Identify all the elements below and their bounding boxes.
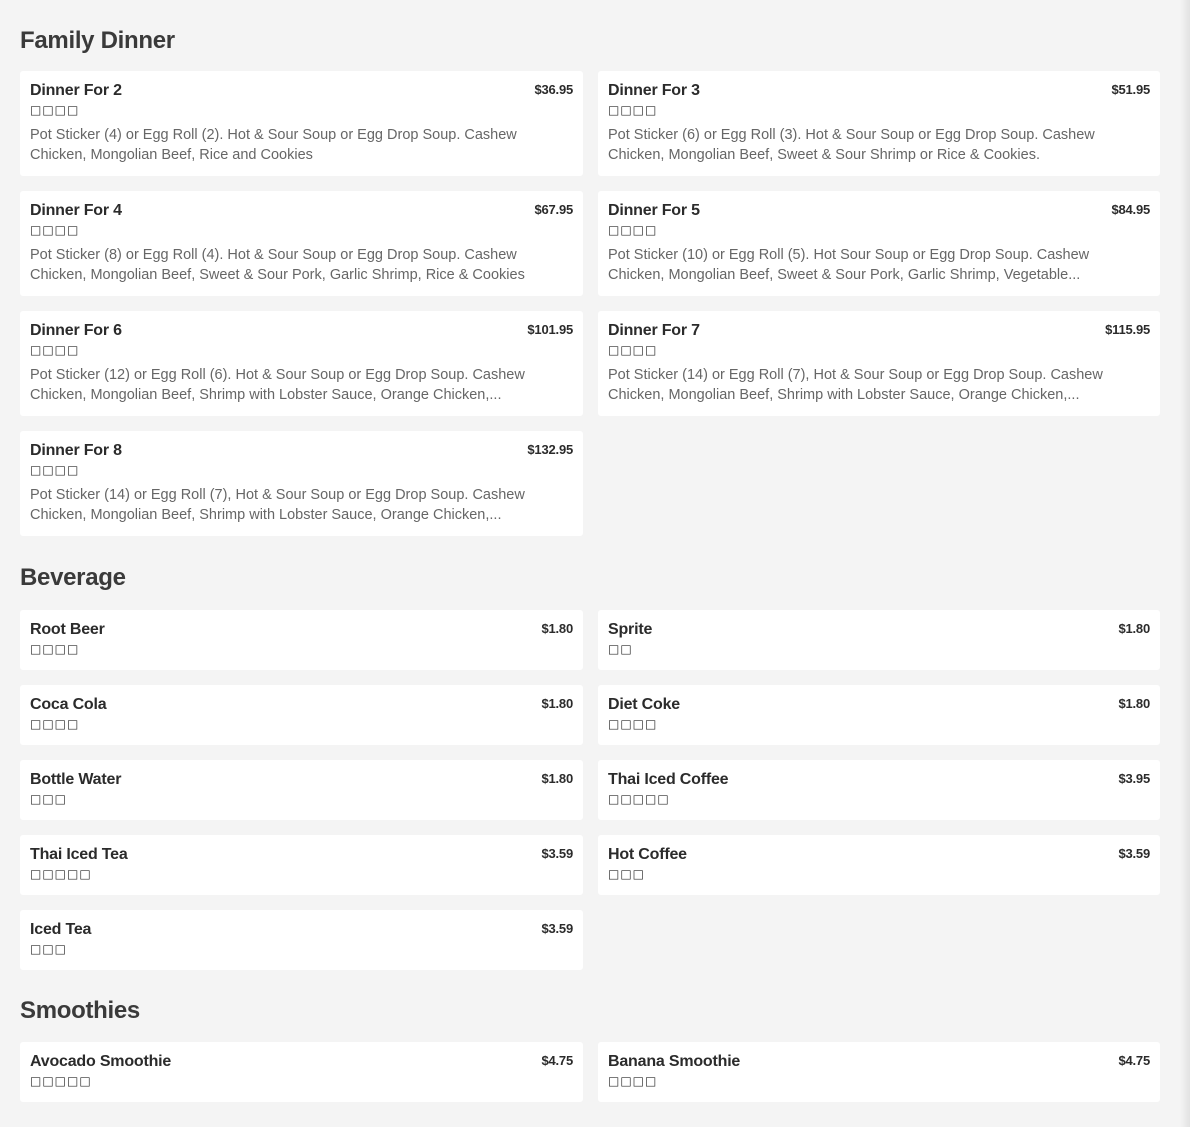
- item-price: $51.95: [1111, 82, 1150, 97]
- item-name: Avocado Smoothie: [30, 1053, 172, 1070]
- item-name: Root Beer: [30, 621, 105, 638]
- item-name: Sprite: [608, 621, 653, 638]
- menu-item-card[interactable]: [20, 311, 583, 416]
- item-chinese-name: □□□□: [608, 223, 658, 237]
- menu-item-card[interactable]: [598, 191, 1160, 296]
- item-name: Dinner For 4: [30, 202, 122, 219]
- item-price: $67.95: [534, 202, 573, 217]
- section-beverage: [20, 563, 1160, 970]
- item-chinese-name: □□□□: [608, 717, 658, 731]
- item-description: Pot Sticker (4) or Egg Roll (2). Hot & Sour Soup or Egg Drop Soup. Cashew Chicken, Mongolian Beef, Rice and Cookies: [30, 127, 517, 163]
- item-name: Coca Cola: [30, 696, 107, 713]
- item-chinese-name: □□□□: [608, 343, 658, 357]
- item-price: $4.75: [1118, 1053, 1150, 1068]
- item-chinese-name: □□□□: [30, 223, 80, 237]
- item-description: Pot Sticker (14) or Egg Roll (7), Hot & Sour Soup or Egg Drop Soup. Cashew Chicken, Mongolian Beef, Shrimp with Lobster Sauce, Orange Chicken,...: [30, 487, 525, 523]
- item-chinese-name: □□□□□: [30, 1074, 92, 1088]
- item-chinese-name: □□: [608, 642, 633, 656]
- item-chinese-name: □□□□□: [608, 792, 670, 806]
- item-name: Dinner For 5: [608, 202, 700, 219]
- section-title: Beverage: [20, 564, 126, 591]
- menu-item-card[interactable]: [598, 835, 1160, 895]
- item-price: $1.80: [541, 696, 573, 711]
- item-price: $132.95: [527, 442, 573, 457]
- item-chinese-name: □□□: [608, 867, 646, 881]
- item-description: Pot Sticker (8) or Egg Roll (4). Hot & Sour Soup or Egg Drop Soup. Cashew Chicken, Mongolian Beef, Sweet & Sour Pork, Garlic Shrimp, Rice & Cookies: [30, 247, 525, 283]
- item-price: $36.95: [534, 82, 573, 97]
- item-description: Pot Sticker (6) or Egg Roll (3). Hot & Sour Soup or Egg Drop Soup. Cashew Chicken, Mongolian Beef, Sweet & Sour Shrimp or Rice & Cookies.: [608, 127, 1095, 163]
- item-name: Diet Coke: [608, 696, 680, 713]
- item-chinese-name: □□□: [30, 942, 68, 956]
- item-name: Dinner For 6: [30, 322, 122, 339]
- item-name: Hot Coffee: [608, 846, 687, 863]
- section-title: Family Dinner: [20, 27, 175, 54]
- scrollbar-edge[interactable]: [1180, 0, 1190, 1127]
- menu-grid: [20, 71, 1160, 536]
- item-chinese-name: □□□□: [30, 642, 80, 656]
- item-price: $3.95: [1118, 771, 1150, 786]
- item-name: Dinner For 7: [608, 322, 700, 339]
- item-name: Thai Iced Coffee: [608, 771, 729, 788]
- item-price: $1.80: [541, 621, 573, 636]
- item-name: Iced Tea: [30, 921, 92, 938]
- item-price: $3.59: [1118, 846, 1150, 861]
- item-name: Thai Iced Tea: [30, 846, 128, 863]
- section-family-dinner: [20, 26, 1160, 536]
- menu-item-card[interactable]: [20, 191, 583, 296]
- menu-item-card[interactable]: [20, 760, 583, 820]
- item-price: $4.75: [541, 1053, 573, 1068]
- menu-item-card[interactable]: [20, 71, 583, 176]
- item-price: $1.80: [1118, 696, 1150, 711]
- item-name: Banana Smoothie: [608, 1053, 741, 1070]
- menu-grid: [20, 1042, 1160, 1102]
- item-chinese-name: □□□□□: [30, 867, 92, 881]
- menu-item-card[interactable]: [20, 1042, 583, 1102]
- item-price: $115.95: [1105, 322, 1150, 337]
- menu-item-card[interactable]: [20, 431, 583, 536]
- item-price: $3.59: [541, 921, 573, 936]
- menu-content: [20, 0, 1160, 1102]
- menu-item-card[interactable]: [20, 685, 583, 745]
- item-description: Pot Sticker (12) or Egg Roll (6). Hot & Sour Soup or Egg Drop Soup. Cashew Chicken, Mongolian Beef, Shrimp with Lobster Sauce, Orange Chicken,...: [30, 367, 525, 403]
- item-price: $1.80: [541, 771, 573, 786]
- item-chinese-name: □□□: [30, 792, 68, 806]
- item-price: $84.95: [1111, 202, 1150, 217]
- item-name: Dinner For 2: [30, 82, 122, 99]
- menu-item-card[interactable]: [598, 760, 1160, 820]
- item-name: Dinner For 8: [30, 442, 122, 459]
- section-title: Smoothies: [20, 997, 140, 1024]
- item-chinese-name: □□□□: [608, 103, 658, 117]
- menu-item-card[interactable]: [20, 610, 583, 670]
- section-smoothies: [20, 996, 1160, 1102]
- item-price: $1.80: [1118, 621, 1150, 636]
- menu-item-card[interactable]: [598, 311, 1160, 416]
- item-price: $3.59: [541, 846, 573, 861]
- menu-item-card[interactable]: [598, 71, 1160, 176]
- item-chinese-name: □□□□: [30, 103, 80, 117]
- menu-item-card[interactable]: [20, 910, 583, 970]
- item-description: Pot Sticker (14) or Egg Roll (7), Hot & Sour Soup or Egg Drop Soup. Cashew Chicken, Mongolian Beef, Shrimp with Lobster Sauce, Orange Chicken,...: [608, 367, 1103, 403]
- item-description: Pot Sticker (10) or Egg Roll (5). Hot Sour Soup or Egg Drop Soup. Cashew Chicken, Mongolian Beef, Sweet & Sour Pork, Garlic Shrimp, Vegetable...: [608, 247, 1090, 283]
- item-chinese-name: □□□□: [30, 343, 80, 357]
- menu-grid: [20, 610, 1160, 970]
- item-chinese-name: □□□□: [608, 1074, 658, 1088]
- item-chinese-name: □□□□: [30, 463, 80, 477]
- item-name: Dinner For 3: [608, 82, 700, 99]
- menu-item-card[interactable]: [598, 1042, 1160, 1102]
- menu-item-card[interactable]: [598, 685, 1160, 745]
- item-name: Bottle Water: [30, 771, 122, 788]
- menu-item-card[interactable]: [20, 835, 583, 895]
- menu-item-card[interactable]: [598, 610, 1160, 670]
- item-chinese-name: □□□□: [30, 717, 80, 731]
- item-price: $101.95: [527, 322, 573, 337]
